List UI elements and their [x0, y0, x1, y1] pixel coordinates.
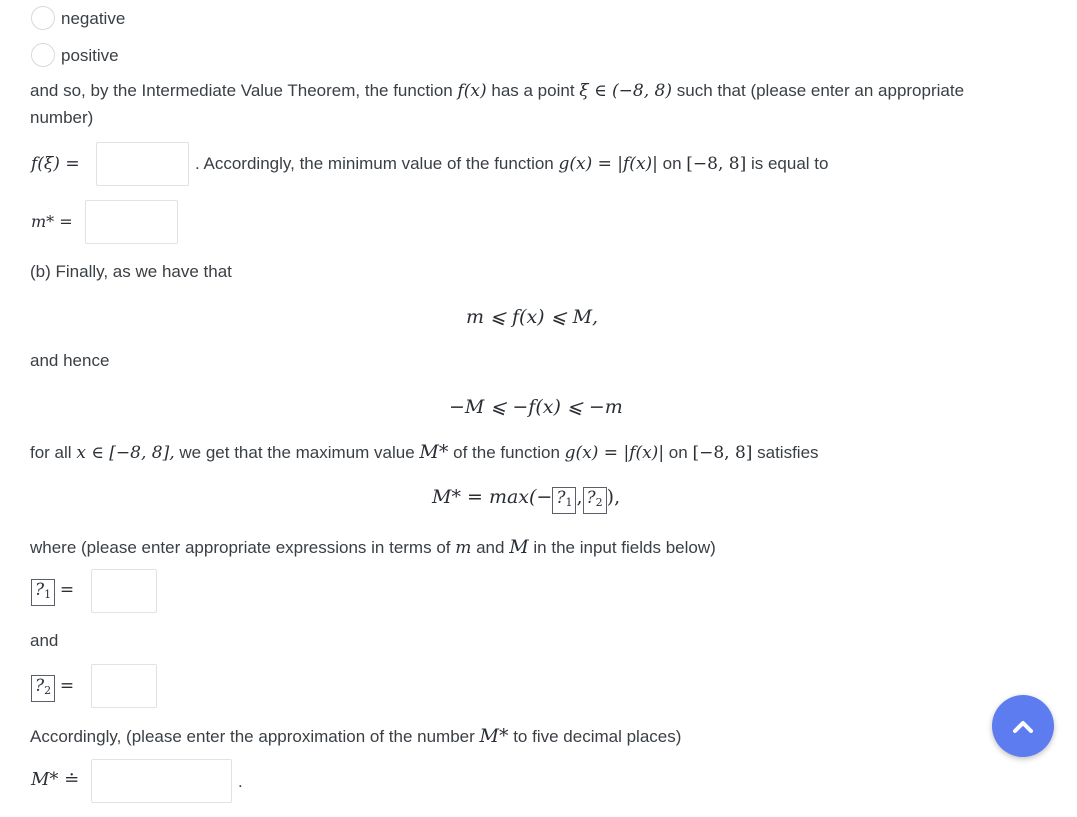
q2-input[interactable]	[91, 664, 157, 708]
mstar-input[interactable]	[85, 200, 178, 244]
max-formula	[432, 486, 620, 514]
ivt-text-4: number)	[30, 108, 94, 127]
inequality-2: −M ⩽ −f(x) ⩽ −m	[449, 396, 623, 418]
q2-eq: =	[59, 676, 75, 696]
chevron-up-icon	[1012, 718, 1034, 734]
q2-box	[31, 675, 55, 702]
for-all-text: for all	[30, 443, 72, 462]
mstar-approx-input[interactable]	[91, 759, 232, 803]
fxi-input[interactable]	[96, 142, 189, 186]
placeholder-2-q: ?	[586, 488, 596, 508]
and-label: and	[30, 631, 59, 650]
placeholder-2-sub: 2	[595, 496, 603, 509]
radio-positive[interactable]	[31, 43, 55, 67]
and-hence-label: and hence	[30, 351, 110, 370]
ivt-sentence	[30, 81, 964, 101]
q1-eq: =	[59, 580, 75, 600]
math-interval-2: [−8, 8]	[692, 443, 753, 463]
min-sentence	[195, 154, 828, 174]
option-positive-label: positive	[61, 46, 119, 65]
placeholder-1-q: ?	[556, 488, 566, 508]
where-text-1: where (please enter appropriate expressions in terms of	[30, 538, 451, 557]
max-text-2: of the function	[453, 443, 560, 462]
math-gx: g(x) = |f(x)|	[558, 154, 658, 174]
min-text-2: is equal to	[750, 154, 829, 173]
placeholder-box-1	[552, 487, 576, 514]
ivt-text-1: and so, by the Intermediate Value Theorem, the function	[30, 81, 453, 100]
q1-q: ?	[35, 580, 45, 600]
scroll-top-button[interactable]	[992, 695, 1054, 757]
math-Mstar: M*	[419, 441, 449, 463]
part-b-heading: (b) Finally, as we have that	[30, 262, 232, 281]
final-text-2: to five decimal places)	[513, 727, 682, 746]
q1-label	[31, 579, 74, 606]
max-text-1: we get that the maximum value	[179, 443, 415, 462]
math-gx-2: g(x) = |f(x)|	[564, 443, 665, 463]
option-negative-label: negative	[61, 9, 126, 28]
q2-sub: 2	[44, 684, 52, 697]
mstar-label: m* =	[31, 212, 73, 231]
q1-input[interactable]	[91, 569, 157, 613]
where-text-2: in the input fields below)	[533, 538, 716, 557]
math-m: m	[455, 538, 472, 558]
math-x-interval: x ∈ [−8, 8],	[76, 443, 175, 463]
math-xi-interval: ξ ∈ (−8, 8)	[579, 81, 672, 101]
q2-label	[31, 675, 74, 702]
math-Mstar-2: M*	[479, 725, 509, 747]
min-text-on: on	[662, 154, 682, 173]
inequality-1: m ⩽ f(x) ⩽ M,	[466, 306, 599, 328]
math-interval: [−8, 8]	[686, 154, 747, 174]
min-text-1: . Accordingly, the minimum value of the function	[195, 154, 554, 173]
q2-q: ?	[35, 676, 45, 696]
ivt-text-2: has a point	[491, 81, 575, 100]
mstar-approx-label: M* ≐	[31, 769, 80, 790]
max-formula-end: ),	[606, 486, 621, 508]
q1-box	[31, 579, 55, 606]
placeholder-box-2	[583, 487, 607, 514]
radio-negative[interactable]	[31, 6, 55, 30]
final-period: .	[238, 772, 243, 791]
ivt-text-3: such that (please enter an appropriate	[676, 81, 965, 100]
placeholder-1-sub: 1	[565, 496, 573, 509]
fxi-label: f(ξ) =	[31, 154, 80, 174]
math-M: M	[509, 536, 529, 558]
q1-sub: 1	[44, 588, 52, 601]
max-text-on: on	[668, 443, 688, 462]
math-fx: f(x)	[457, 81, 487, 101]
max-text-3: satisfies	[757, 443, 819, 462]
final-text-1: Accordingly, (please enter the approximation of the number	[30, 727, 475, 746]
max-formula-lhs: M* = max(−	[432, 486, 553, 508]
final-sentence	[30, 725, 681, 747]
where-and: and	[476, 538, 505, 557]
where-sentence	[30, 536, 716, 558]
max-sentence	[30, 441, 819, 463]
max-comma: ,	[576, 486, 583, 508]
